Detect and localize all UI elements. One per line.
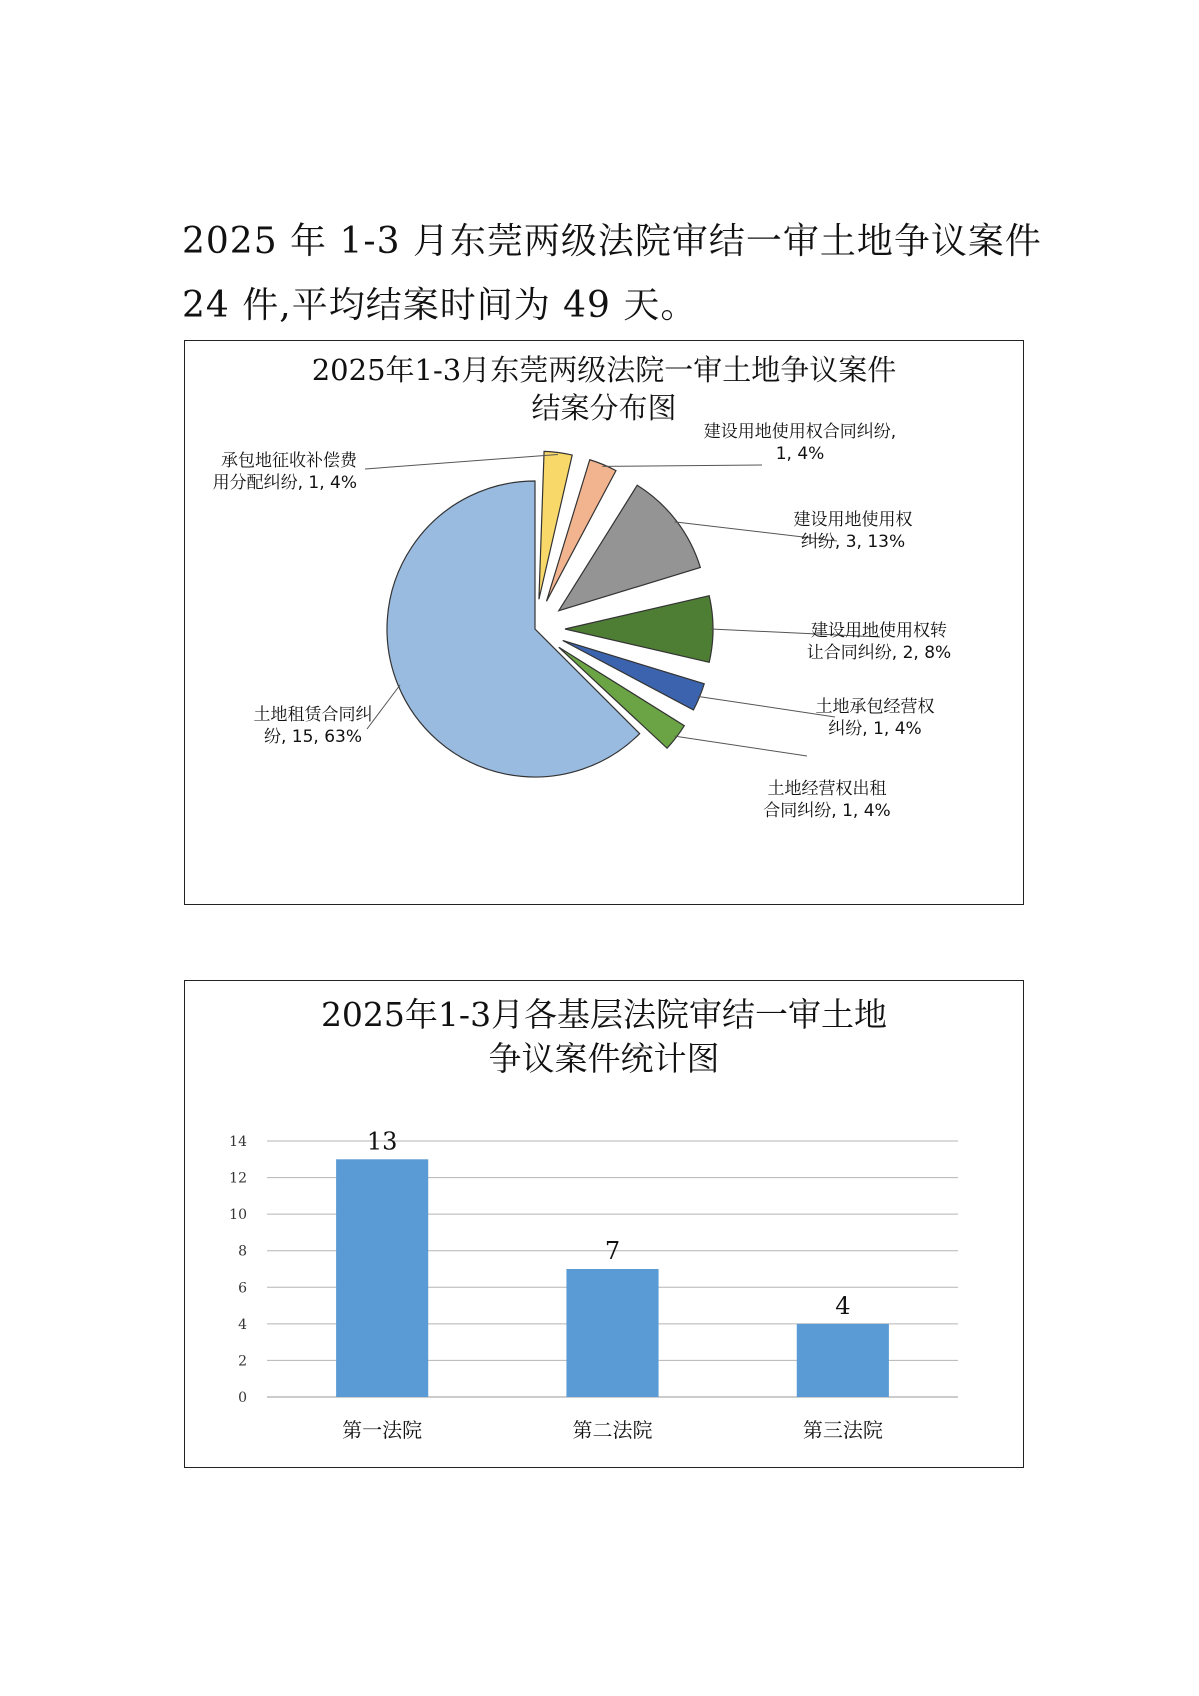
bar-chart <box>185 981 1022 1466</box>
pie-slice-label: 建设用地使用权纠纷, 3, 13% <box>793 510 913 552</box>
pie-slice-label: 土地经营权出租合同纠纷, 1, 4% <box>763 779 891 821</box>
pie-slice-label: 承包地征收补偿费用分配纠纷, 1, 4% <box>212 451 357 493</box>
bar-data-label: 4 <box>835 1291 851 1320</box>
pie-chart-title-line-1: 2025年1-3月东莞两级法院一审土地争议案件 <box>311 353 897 387</box>
bar-chart-title-line-1: 2025年1-3月各基层法院审结一审土地 <box>320 995 888 1034</box>
x-category-label: 第二法院 <box>572 1418 653 1442</box>
pie-chart <box>185 341 1022 903</box>
bar <box>336 1159 428 1397</box>
y-tick-label: 8 <box>238 1243 247 1260</box>
bar-chart-title-line-2: 争议案件统计图 <box>488 1039 720 1078</box>
y-tick-label: 14 <box>229 1134 247 1150</box>
pie-leader-line <box>365 455 558 469</box>
pie-slice-label: 建设用地使用权合同纠纷, 1, 4% <box>703 422 897 464</box>
intro-paragraph <box>182 210 1042 338</box>
y-tick-label: 0 <box>238 1390 247 1406</box>
y-tick-label: 6 <box>238 1280 247 1297</box>
bar-data-label: 13 <box>366 1127 398 1156</box>
pie-chart-panel <box>184 340 1024 905</box>
intro-line-2: 24 件,平均结案时间为 49 天。 <box>182 285 698 326</box>
pie-leader-line <box>698 696 835 717</box>
bar-chart-panel <box>184 980 1024 1468</box>
y-tick-label: 4 <box>238 1316 247 1333</box>
intro-line-1: 2025 年 1-3 月东莞两级法院审结一审土地争议案件 <box>182 221 1042 262</box>
bar <box>797 1324 889 1397</box>
x-category-label: 第一法院 <box>342 1418 423 1442</box>
pie-slice-label: 土地承包经营权纠纷, 1, 4% <box>815 697 935 739</box>
bar-data-label: 7 <box>604 1237 621 1265</box>
bar <box>566 1269 658 1397</box>
pie-leader-line <box>675 736 807 756</box>
x-category-label: 第三法院 <box>802 1418 883 1442</box>
pie-slice-label: 建设用地使用权转让合同纠纷, 2, 8% <box>806 621 952 663</box>
y-tick-label: 10 <box>229 1207 247 1224</box>
pie-chart-title-line-2: 结案分布图 <box>531 391 677 425</box>
y-tick-label: 2 <box>238 1353 247 1370</box>
pie-slice-label: 土地租赁合同纠纷, 15, 63% <box>253 705 373 747</box>
pie-leader-line <box>602 465 762 466</box>
y-tick-label: 12 <box>229 1170 247 1187</box>
